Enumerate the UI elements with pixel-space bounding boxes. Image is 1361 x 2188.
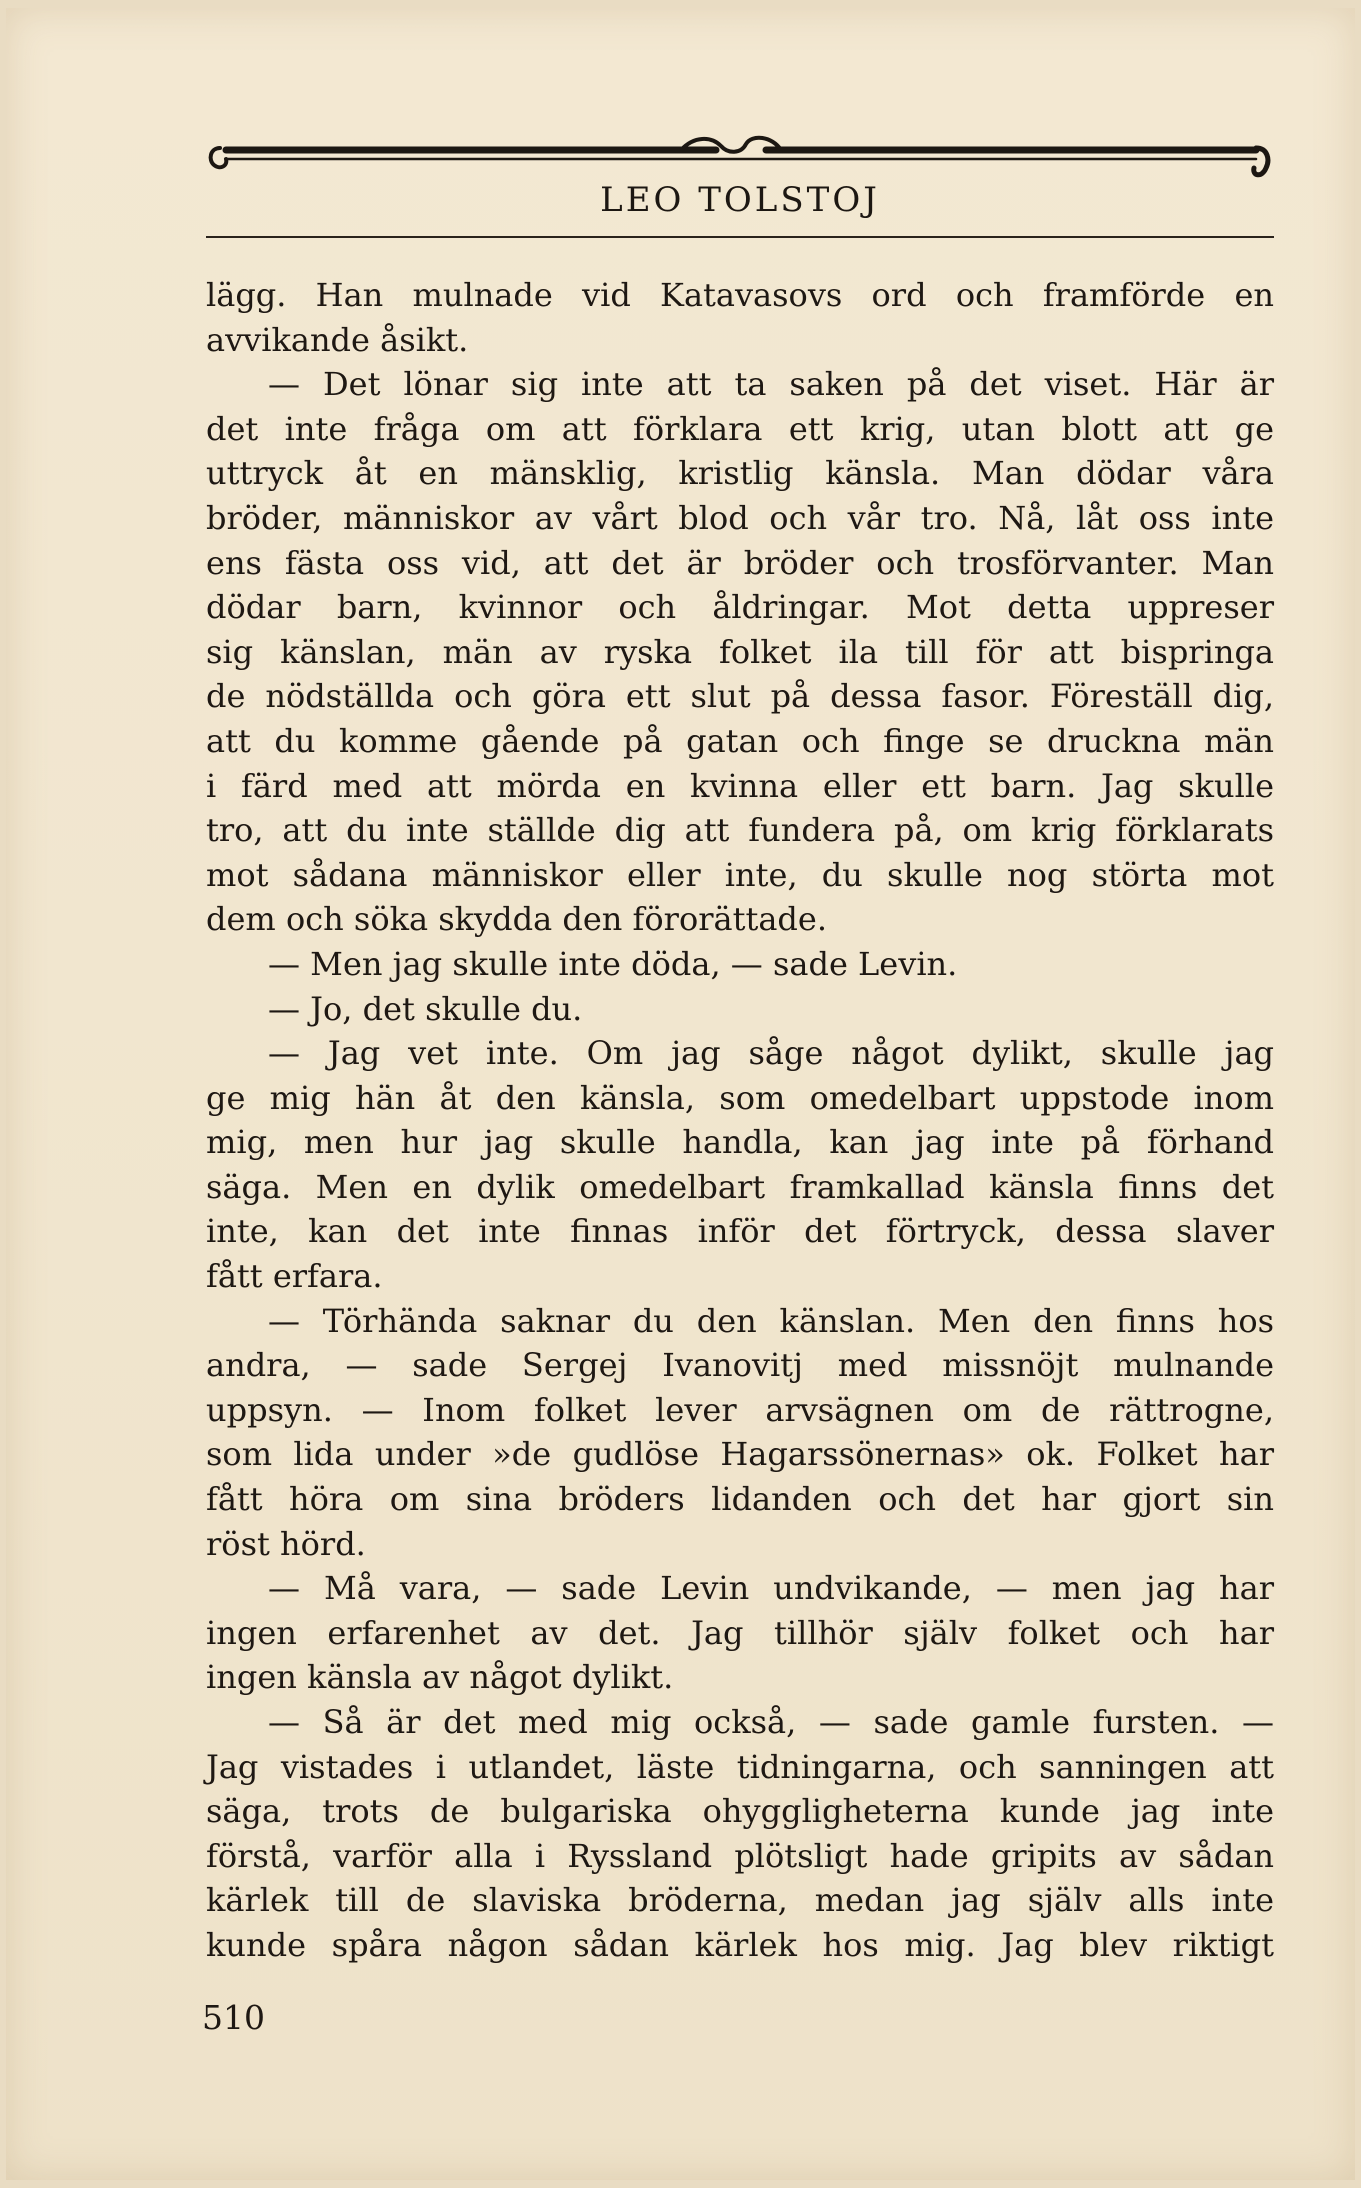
text-line: andra, — sade Sergej Ivanovitj med missnöjt mulnande bbox=[206, 1346, 1274, 1385]
text-line: tro, att du inte ställde dig att fundera på, om krig förklarats bbox=[206, 811, 1274, 850]
text-line: i färd med att mörda en kvinna eller ett barn. Jag skulle bbox=[206, 766, 1274, 805]
running-head: LEO TOLSTOJ bbox=[600, 180, 880, 220]
text-line: — Må vara, — sade Levin undvikande, — men jag har bbox=[268, 1569, 1274, 1608]
text-line: att du komme gående på gatan och finge se druckna män bbox=[206, 721, 1274, 760]
text-line: säga. Men en dylik omedelbart framkallad känsla finns det bbox=[206, 1167, 1274, 1206]
text-line: som lida under »de gudlöse Hagarssönernas» ok. Folket har bbox=[206, 1435, 1274, 1474]
text-line: bröder, människor av vårt blod och vår tro. Nå, låt oss inte bbox=[206, 498, 1274, 537]
text-line: fått erfara. bbox=[206, 1257, 383, 1296]
text-line: Jag vistades i utlandet, läste tidningarna, och sanningen att bbox=[206, 1747, 1274, 1786]
text-line: mot sådana människor eller inte, du skulle nog störta mot bbox=[206, 855, 1274, 894]
text-line: ens fästa oss vid, att det är bröder och trosförvanter. Man bbox=[206, 543, 1274, 582]
text-line: — Jag vet inte. Om jag såge något dylikt, skulle jag bbox=[268, 1034, 1274, 1073]
text-line: röst hörd. bbox=[206, 1524, 366, 1563]
text-line: uppsyn. — Inom folket lever arvsägnen om de rättrogne, bbox=[206, 1390, 1274, 1429]
text-line: — Så är det med mig också, — sade gamle fursten. — bbox=[268, 1703, 1274, 1741]
book-page bbox=[6, 8, 1355, 2180]
text-line: ingen känsla av något dylikt. bbox=[206, 1658, 674, 1697]
text-line: sig känslan, män av ryska folket ila till för att bispringa bbox=[206, 632, 1274, 671]
text-line: det inte fråga om att förklara ett krig, utan blott att ge bbox=[206, 409, 1274, 448]
text-line: förstå, varför alla i Ryssland plötsligt hade gripits av sådan bbox=[206, 1836, 1274, 1875]
header-rule bbox=[206, 236, 1274, 238]
text-line: dödar barn, kvinnor och åldringar. Mot detta uppreser bbox=[206, 588, 1274, 627]
text-line: — Det lönar sig inte att ta saken på det viset. Här är bbox=[268, 365, 1274, 404]
text-line: lägg. Han mulnade vid Katavasovs ord och framförde en bbox=[206, 276, 1274, 314]
text-line: dem och söka skydda den förorättade. bbox=[206, 900, 827, 939]
text-line: de nödställda och göra ett slut på dessa fasor. Föreställ dig, bbox=[206, 677, 1274, 716]
text-line: mig, men hur jag skulle handla, kan jag inte på förhand bbox=[206, 1123, 1274, 1162]
text-line: ge mig hän åt den känsla, som omedelbart uppstode inom bbox=[206, 1078, 1274, 1117]
text-line: inte, kan det inte finnas inför det förtryck, dessa slaver bbox=[206, 1212, 1274, 1251]
text-line: kunde spåra någon sådan kärlek hos mig. Jag blev riktigt bbox=[206, 1925, 1274, 1964]
page-number: 510 bbox=[202, 1998, 265, 2037]
text-line: — Törhända saknar du den känslan. Men den finns hos bbox=[268, 1301, 1274, 1340]
text-line: — Men jag skulle inte döda, — sade Levin. bbox=[268, 944, 958, 983]
body-text bbox=[206, 273, 1274, 1968]
text-line: fått höra om sina bröders lidanden och det har gjort sin bbox=[206, 1480, 1274, 1519]
text-line: — Jo, det skulle du. bbox=[268, 989, 583, 1028]
text-line: säga, trots de bulgariska ohyggligheterna kunde jag inte bbox=[206, 1792, 1274, 1831]
text-line: avvikande åsikt. bbox=[206, 320, 469, 359]
text-line: uttryck åt en mänsklig, kristlig känsla. Man dödar våra bbox=[206, 454, 1274, 493]
text-line: ingen erfarenhet av det. Jag tillhör själv folket och har bbox=[206, 1613, 1274, 1652]
text-line: kärlek till de slaviska bröderna, medan jag själv alls inte bbox=[206, 1881, 1274, 1920]
